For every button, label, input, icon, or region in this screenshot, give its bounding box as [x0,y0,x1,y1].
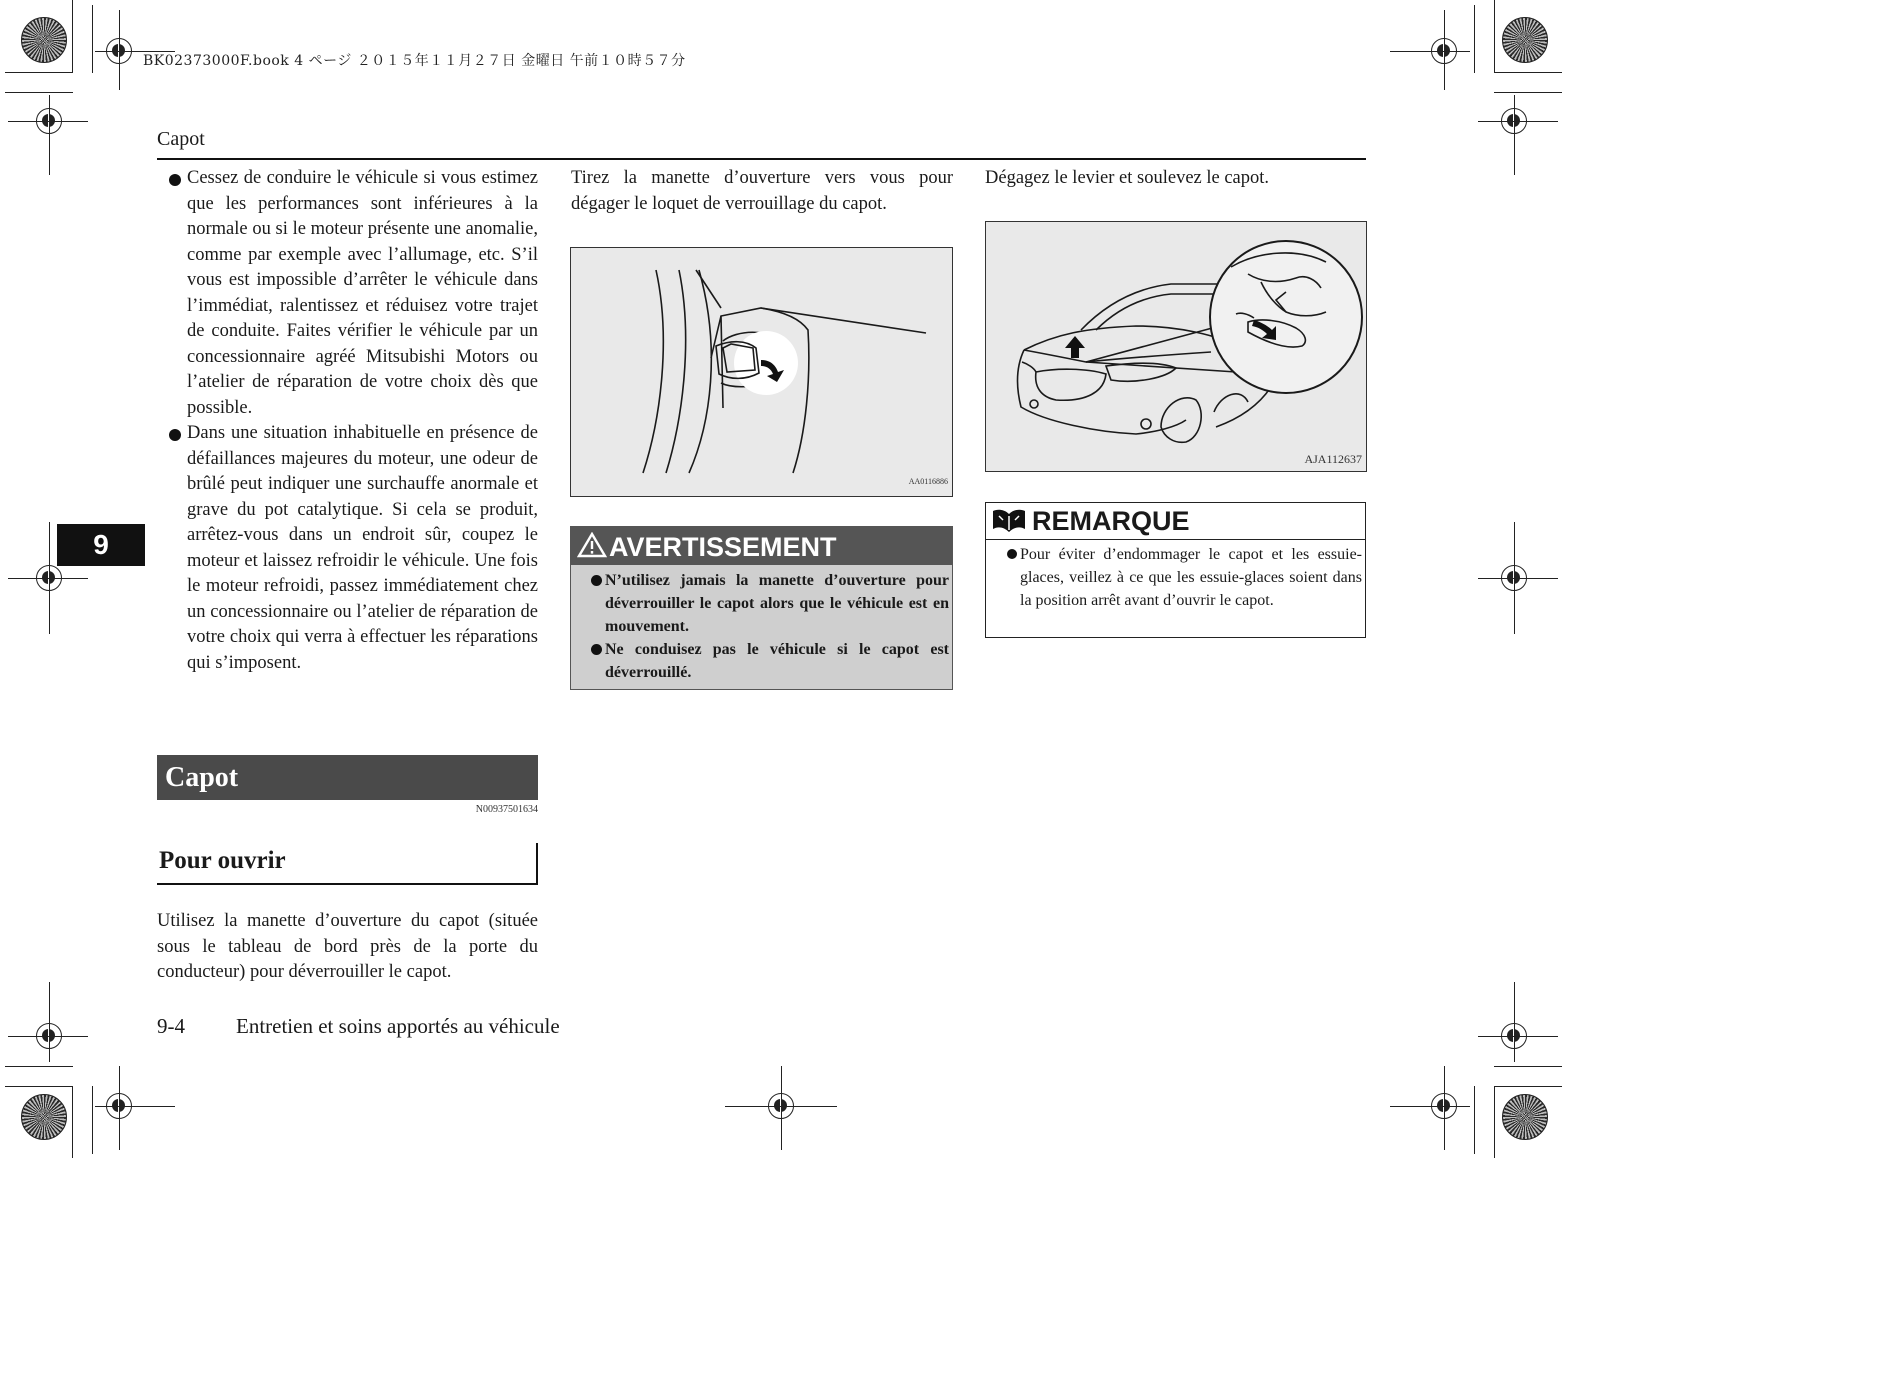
section-title: Capot [157,755,538,800]
crop-line [1494,72,1562,73]
crop-line [1444,10,1445,90]
warning-title: AVERTISSEMENT [609,532,837,562]
crop-line [5,1066,73,1067]
hood-release-lever-figure [570,247,953,497]
hood-lift-figure [985,221,1367,472]
figure-code: AA0116886 [908,477,948,486]
bullet-icon [169,174,181,186]
crop-line [1444,1066,1445,1150]
crop-line [5,92,73,93]
color-target-icon [21,17,67,63]
crop-line [1478,578,1558,579]
crop-line [5,72,73,73]
crop-line [8,121,88,122]
crop-line [119,1066,120,1150]
crop-line [49,95,50,175]
list-item [577,569,949,638]
crop-line [1494,1086,1562,1087]
note-title: REMARQUE [1032,506,1190,536]
bullet-icon [169,429,181,441]
crop-line [1478,1036,1558,1037]
crop-line [5,1086,73,1087]
crop-line [95,1106,175,1107]
page-number: 9-4 [157,1014,185,1038]
note-list [990,543,1362,612]
note-text: Pour éviter d’endommager le capot et les essuie-glaces, veillez à ce que les essuie-glaces soient dans la position arrêt avant d’ouvrir le capot. [1020,546,1362,609]
color-target-icon [1502,17,1548,63]
crop-line [1494,92,1562,93]
header-rule [157,158,1366,160]
list-item [990,543,1362,612]
crop-line [8,1036,88,1037]
book-info: BK02373000F.book 4 ページ ２０１５年１１月２７日 金曜日 午前１０時５７分 [143,53,686,69]
car-hood-illustration [986,222,1366,470]
bullet-icon [1007,549,1017,559]
crop-line [72,1086,73,1158]
crop-line [49,982,50,1062]
crop-line [92,1086,93,1154]
crop-line [8,578,88,579]
crop-line [1474,1086,1475,1154]
list-item [157,421,538,676]
chapter-tab: 9 [57,524,145,566]
list-item [577,638,949,684]
right-body-text: Dégagez le levier et soulevez le capot. [985,168,1270,188]
list-item [157,166,538,421]
warning-box [570,526,953,690]
bullet-icon [591,575,602,586]
warning-list [577,569,949,684]
crop-line [92,5,93,73]
left-bullet-list [157,166,538,676]
left-body-text: Utilisez la manette d’ouverture du capot (située sous le tableau de bord près de la porte du conducteur) pour déverrouiller le capot. [157,911,538,982]
bullet-text: Cessez de conduire le véhicule si vous estimez que les performances sont inférieures à la normale ou si le moteur présente une anomalie, comme par exemple avec l’allumage, etc. S’il vous est impossible d’arrêter le véhicule dans l’immédiat, ralentissez et réduisez votre trajet de conduite. Faites vérifier le véhicule par un concessionnaire agréé Mitsubishi Motors ou l’atelier de réparation de votre choix dès que possible. [187,168,538,418]
crop-line [1514,982,1515,1062]
bullet-text: Dans une situation inhabituelle en présence de défaillances majeures du moteur, une odeur de brûlé peut indiquer une surchauffe anormale et grave du pot catalytique. Si cela se produit, arrêtez-vous dans un endroit sûr, coupez le moteur et laissez refroidir le véhicule. Une fois le moteur refroidi, passez immédiatement chez un concessionnaire ou l’atelier de réparation de votre choix qui verra à effectuer les réparations qui s’imposent. [187,423,538,673]
warning-text: N’utilisez jamais la manette d’ouverture pour déverrouiller le capot alors que le véhicule est en mouvement. [605,572,949,635]
crop-line [1514,95,1515,175]
crop-line [1494,1086,1495,1158]
warning-header [571,527,952,565]
chapter-title: Entretien et soins apportés au véhicule [236,1014,560,1038]
subsection-title: Pour ouvrir [157,843,538,885]
crop-line [1390,1106,1470,1107]
section-code: N00937501634 [475,804,538,815]
crop-line [1390,51,1470,52]
note-book-icon [992,506,1026,543]
crop-line [119,10,120,90]
warning-triangle-icon [577,529,607,569]
crop-line [725,1106,837,1107]
note-box [985,502,1366,638]
crop-line [72,0,73,72]
crop-line [1478,121,1558,122]
bullet-icon [591,644,602,655]
running-header: Capot [157,128,205,150]
crop-line [1494,0,1495,72]
color-target-icon [21,1094,67,1140]
crop-line [1494,1066,1562,1067]
crop-line [1474,5,1475,73]
hood-release-lever-illustration [571,248,951,495]
warning-text: Ne conduisez pas le véhicule si le capot est déverrouillé. [605,641,949,681]
crop-line [781,1066,782,1150]
middle-body-text: Tirez la manette d’ouverture vers vous pour dégager le loquet de verrouillage du capot. [571,168,953,214]
note-header [986,503,1365,540]
figure-code: AJA112637 [1304,452,1362,466]
color-target-icon [1502,1094,1548,1140]
